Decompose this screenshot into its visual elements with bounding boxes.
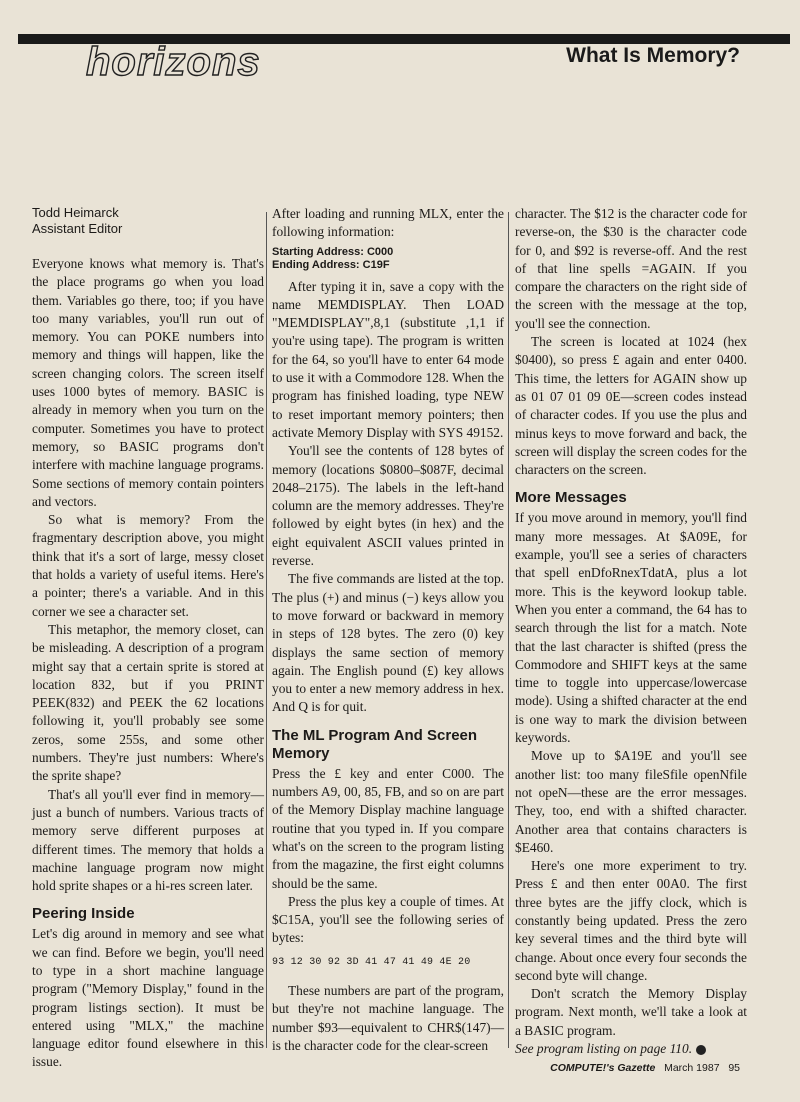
paragraph: That's all you'll ever find in memory—just a bunch of numbers. Various tracts of memory serve different purposes at different times. The memory that holds a machine language program now might hold sprite shapes or a hi-res screen later. <box>32 786 264 894</box>
paragraph: You'll see the contents of 128 bytes of memory (locations $0800–$087F, decimal 2048–2175). The labels in the left-hand column are the memory addresses. They're followed by eight bytes (in hex) and the eight equivalent ASCII values printed in reverse. <box>272 443 504 569</box>
issue-date: March 1987 <box>664 1062 720 1074</box>
paragraph: After loading and running MLX, enter the following information: <box>272 206 504 240</box>
paragraph: Move up to $A19E and you'll see another list: too many fileSfile openNfile not opeN—these are the error messages. They, too, end with a shifted character. Another area that contains characters is $E460. <box>515 748 747 855</box>
column-3 <box>515 205 747 1057</box>
paragraph: Everyone knows what memory is. That's the place programs go when you load them. Variables go there, too; if you have too many variables, you'll run out of memory. You can POKE numbers into memory and things will happen, like the screen changing colors. The screen itself uses 1000 bytes of memory. BASIC is already in memory when you turn on the computer. Sometimes you have to protect memory, so BASIC programs don't interfere with machine language programs. Some sections of memory contain pointers and vectors. <box>32 256 264 509</box>
page-footer <box>550 1062 740 1074</box>
paragraph: These numbers are part of the program, but they're not machine language. The number $93—equivalent to CHR$(147)—is the character code for the clear-screen <box>272 982 504 1053</box>
paragraph: This metaphor, the memory closet, can be misleading. A description of a program might say that a certain sprite is stored at location 832, but if you PRINT PEEK(832) and PEEK the 62 locations following it, you'll probably see some zeros, some 255s, and some other numbers. They're just numbers: Where's the sprite shape? <box>32 621 264 784</box>
paragraph: Here's one more experiment to try. Press £ and then enter 00A0. The first three bytes are the jiffy clock, which is constantly being updated. Press the zero key several times and the third byte will change. About once every four seconds the second byte will change. <box>515 858 747 983</box>
author-role: Assistant Editor <box>32 221 123 236</box>
end-mark-icon <box>696 1045 706 1055</box>
paragraph: The five commands are listed at the top. The plus (+) and minus (−) keys allow you to move forward or backward in memory in steps of 128 bytes. The zero (0) key displays the same section of memory again. The English pound (£) key allows you to enter a new memory address in hex. And Q is for quit. <box>272 571 504 715</box>
author-name: Todd Heimarck <box>32 205 119 220</box>
byte-listing: 93 12 30 92 3D 41 47 41 49 4E 20 <box>272 956 471 968</box>
subheading-ml-program: The ML Program And Screen Memory <box>272 726 478 762</box>
column-rule <box>266 212 267 1048</box>
paragraph: The screen is located at 1024 (hex $0400), so press £ again and enter 0400. This time, the letters for AGAIN show up as 01 07 01 09 0E—screen codes instead of character codes. If you use the plus and minus keys to move forward and back, the screen will display the screen codes for the characters on the screen. <box>515 334 747 478</box>
subheading-peering-inside: Peering Inside <box>32 905 135 923</box>
paragraph: Let's dig around in memory and see what we can find. Before we begin, you'll need to type in a short machine language program ("Memory Display," found in the program listings section). It must be entered using "MLX," the machine language editor found elsewhere in this issue. <box>32 926 264 1070</box>
paragraph: character. The $12 is the character code for reverse-on, the $30 is the character code for 0, and $92 is reverse-off. And the rest of that line spells =AGAIN. If you compare the characters on the right side of the screen with the message at the top, you'll see the connection. <box>515 206 747 331</box>
listing-reference <box>515 1040 747 1058</box>
article-title: What Is Memory? <box>566 44 740 67</box>
column-2 <box>272 205 504 1053</box>
page-number: 95 <box>728 1062 740 1074</box>
section-masthead: horizons <box>86 40 261 84</box>
paragraph: If you move around in memory, you'll find many more messages. At $A09E, for example, you'll see a series of characters that spell enDfoRnexTdatA, plus a lot more. This is the keyword lookup table. When you enter a command, the 64 has to search through the list for a match. Note that the last character is shifted (press the Commodore and SHIFT keys at the same time to toggle into uppercase/lowercase mode). Using a shifted character at the end is one way to mark the division between keywords. <box>515 510 747 746</box>
paragraph: Press the £ key and enter C000. The numbers A9, 00, 85, FB, and so on are part of the Memory Display machine language routine that you typed in. If you compare what's on the screen to the program listing from the magazine, the first eight columns should be the same. <box>272 765 504 891</box>
column-rule <box>508 212 509 1048</box>
mlx-addresses <box>272 246 504 272</box>
paragraph: Press the plus key a couple of times. At $C15A, you'll see the following series of bytes: <box>272 893 504 946</box>
paragraph: Don't scratch the Memory Display program. Next month, we'll take a look at a BASIC program. <box>515 986 747 1038</box>
column-1 <box>32 205 264 1070</box>
paragraph: After typing it in, save a copy with the name MEMDISPLAY. Then LOAD "MEMDISPLAY",8,1 (substitute ,1,1 if you're using tape). The program is written for the 64, so you'll have to enter 64 mode to use it with a Commodore 128. When the program has finished loading, type NEW to reset important memory pointers; then activate Memory Display with SYS 49152. <box>272 278 504 440</box>
magazine-name: COMPUTE!'s Gazette <box>550 1062 656 1074</box>
byline <box>32 205 264 237</box>
listing-reference-text: See program listing on page 110. <box>515 1041 693 1057</box>
paragraph: So what is memory? From the fragmentary description above, you might think that it's a sort of large, messy closet that holds a variety of useful items. Here's a pointer; there's a variable. And in this corner we see a character set. <box>32 512 264 619</box>
ending-address: Ending Address: C19F <box>272 258 390 271</box>
subheading-more-messages: More Messages <box>515 489 627 507</box>
starting-address: Starting Address: C000 <box>272 245 394 258</box>
